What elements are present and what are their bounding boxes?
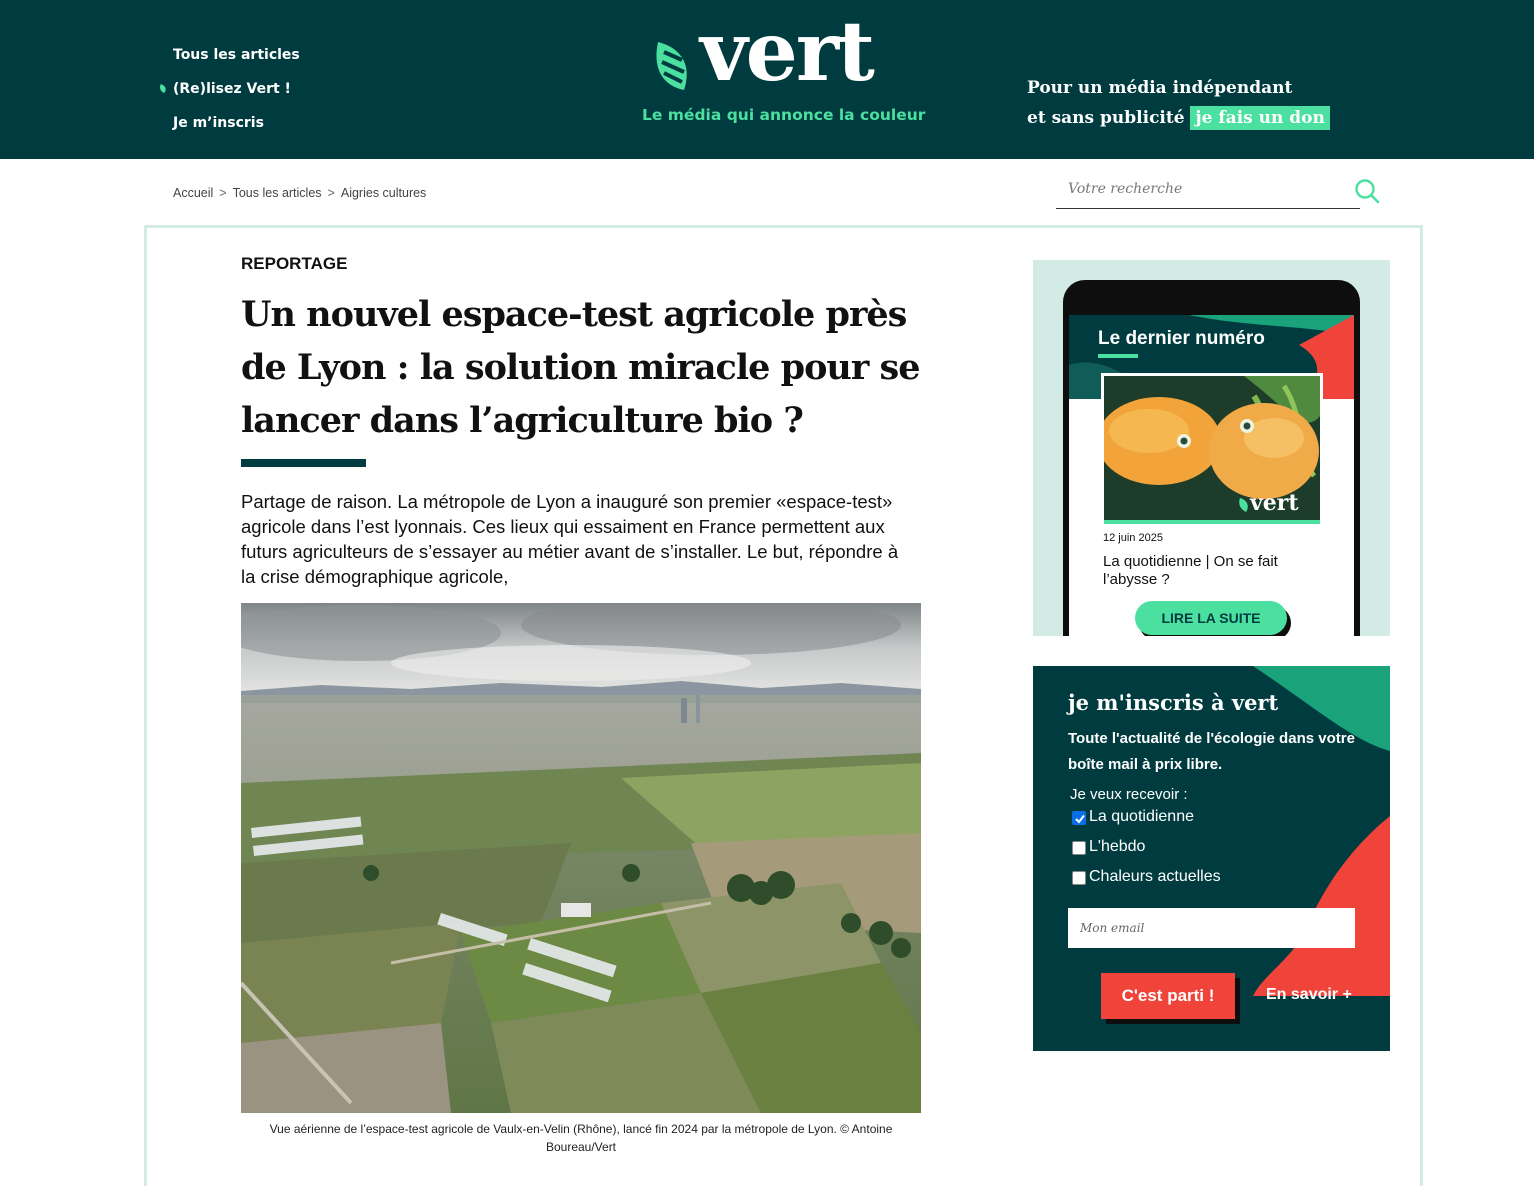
leaf-icon bbox=[160, 84, 167, 93]
submit-button-wrap bbox=[1101, 973, 1241, 1025]
donate-button[interactable]: je fais un don bbox=[1190, 106, 1329, 130]
search-box bbox=[1056, 172, 1360, 209]
newsletter-description: Toute l'actualité de l'écologie dans votre boîte mail à prix libre. bbox=[1068, 730, 1355, 773]
daily-checkbox[interactable] bbox=[1072, 811, 1086, 825]
issue-date: 12 juin 2025 bbox=[1103, 532, 1163, 544]
leaf-logo-icon bbox=[654, 40, 692, 92]
breadcrumb-category[interactable]: Aigries cultures bbox=[340, 186, 427, 200]
issue-title[interactable]: La quotidienne | On se fait l’abysse ? bbox=[1103, 553, 1278, 588]
search-icon[interactable] bbox=[1354, 178, 1380, 204]
chaleurs-checkbox[interactable] bbox=[1072, 871, 1086, 885]
thumb-brand: vert bbox=[1250, 490, 1299, 516]
breadcrumb bbox=[173, 186, 426, 200]
option-label: Chaleurs actuelles bbox=[1089, 868, 1221, 885]
brand-logo[interactable] bbox=[640, 4, 930, 140]
article-kicker: REPORTAGE bbox=[241, 254, 348, 273]
site-header bbox=[0, 0, 1534, 159]
header-nav bbox=[160, 38, 300, 140]
weekly-checkbox[interactable] bbox=[1072, 841, 1086, 855]
nav-subscribe[interactable] bbox=[160, 106, 300, 140]
nav-read-vert[interactable] bbox=[160, 72, 300, 106]
brand-name: vert bbox=[700, 4, 873, 100]
nav-label: Tous les articles bbox=[173, 47, 300, 63]
latest-issue-heading: Le dernier numéro bbox=[1098, 328, 1265, 349]
nav-label: (Re)lisez Vert ! bbox=[173, 81, 291, 97]
newsletter-choice-label: Je veux recevoir : bbox=[1070, 786, 1188, 803]
nav-label: Je m’inscris bbox=[173, 115, 264, 131]
title-divider bbox=[241, 459, 366, 467]
issue-thumbnail[interactable] bbox=[1101, 373, 1323, 527]
photo-caption: Vue aérienne de l’espace-test agricole de Vaulx-en-Velin (Rhône), lancé fin 2024 par la métropole de Lyon. © Antoine Boureau/Vert bbox=[269, 1122, 893, 1154]
heading-underline bbox=[1098, 354, 1138, 358]
search-input[interactable] bbox=[1056, 172, 1346, 206]
breadcrumb-home[interactable]: Accueil bbox=[173, 186, 214, 200]
brand-tagline: Le média qui annonce la couleur bbox=[642, 106, 926, 124]
option-label: L'hebdo bbox=[1089, 838, 1146, 855]
donate-block bbox=[1027, 73, 1330, 133]
newsletter-widget bbox=[1033, 666, 1390, 1051]
newsletter-title: je m'inscris à vert bbox=[1068, 690, 1279, 715]
learn-more-link[interactable]: En savoir + bbox=[1266, 986, 1352, 1003]
article-lead: Partage de raison. La métropole de Lyon a inauguré son premier «espace-test» agricole dans l’est lyonnais. Ces lieux qui essaiment en France permettent aux futurs agriculteurs de s’essayer au métier avant de s’installer. Le but, répondre à la crise démographique agricole, bbox=[241, 491, 899, 587]
breadcrumb-separator: > bbox=[327, 186, 335, 200]
donate-line-2: et sans publicité bbox=[1027, 108, 1185, 128]
nav-all-articles[interactable] bbox=[160, 38, 300, 72]
email-field[interactable] bbox=[1068, 908, 1355, 948]
latest-issue-widget bbox=[1033, 260, 1390, 636]
option-label: La quotidienne bbox=[1089, 808, 1194, 825]
check-icon bbox=[1073, 812, 1087, 826]
phone-screen bbox=[1069, 315, 1354, 636]
read-more-button[interactable]: LIRE LA SUITE bbox=[1135, 601, 1287, 635]
article-photo bbox=[241, 603, 921, 1113]
phone-mockup bbox=[1063, 280, 1360, 636]
subscribe-submit-button[interactable]: C'est parti ! bbox=[1101, 973, 1235, 1019]
breadcrumb-all-articles[interactable]: Tous les articles bbox=[232, 186, 322, 200]
article-title: Un nouvel espace-test agricole près de Lyon : la solution miracle pour se lancer dans l’agriculture bio ? bbox=[241, 294, 920, 441]
breadcrumb-separator: > bbox=[219, 186, 227, 200]
donate-line-1: Pour un média indépendant bbox=[1027, 78, 1293, 98]
read-more-button-wrap bbox=[1135, 601, 1290, 636]
